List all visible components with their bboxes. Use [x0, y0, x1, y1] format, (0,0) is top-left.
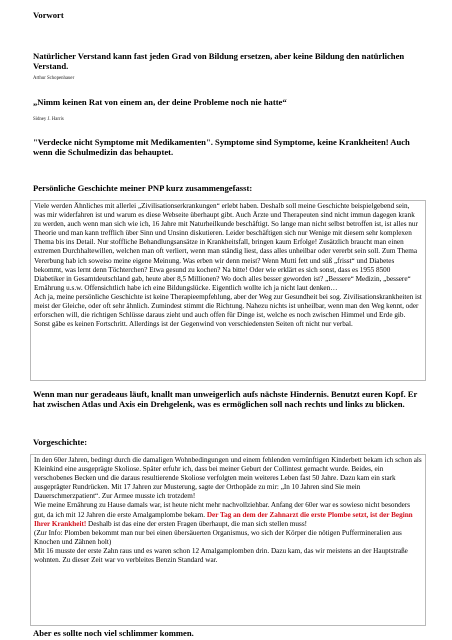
vorgeschichte-text-2a: Wie meine Ernährung zu Hause damals war, ist heute nicht mehr nachvollziehbar. Anfang der 60er war es sowieso nicht besonders gut, da ich mit 12 Jahren die erste Amalgamplombe bekam.	[34, 501, 411, 519]
vorgeschichte-paragraph-4: Mit 16 musste der erste Zahn raus und es waren schon 12 Amalgamplomben drin. Dazu kam, das wir meistens an der Hauptstraße wohnten. Zu dieser Zeit war vo verbleites Benzin Standard war.	[34, 546, 408, 565]
vorgeschichte-paragraph-2	[34, 501, 422, 528]
warning-text: Wenn man nur geradeaus läuft, knallt man unweigerlich aufs nächste Hindernis. Benutzt euren Kopf. Er hat zwischen Atlas und Axis ein Drehgelenk, was es ermöglichen soll nach rechts und links zu blicken.	[33, 389, 418, 410]
statement-symptome: "Verdecke nicht Symptome mit Medikamenten". Symptome sind Symptome, keine Krankheiten! Auch wenn die Schulmedizin das behauptet.	[33, 137, 410, 158]
closing-line: Aber es sollte noch viel schlimmer kommen.	[33, 628, 194, 638]
vorgeschichte-paragraph-3: (Zur Info: Plomben bekommt man nur bei einen übersäuerten Organismus, wo sich der Körper die nötigen Puffermineralien aus Knochen und Zähnen holt)	[34, 528, 402, 546]
story-paragraph-1: Viele werden Ähnliches mit allerlei „Zivilisationserkrankungen“ erlebt haben. Deshalb soll meine Geschichte beispielgebend sein, was mir widerfahren ist und warum es diese Webseite überhaupt gibt. Auch Ärzte und Therapeuten sind nicht immun dagegen krank zu werden, auch wenn man sich wie ich, 16 Jahre mit Naturheilkunde beschäftigt. So lange man nicht selbst betroffen ist, ist alles nur Theorie und man kann trefflich über Sinn und Unsinn diskutieren. Leider beschäftigen sich nur Wenige mit diesem sehr komplexen Thema bis ins Detail. Nur stoffliche Behandlungsansätze in Krankheitsfall, bringen kaum Erfolge! Zusätzlich braucht man einen extremen Durchhaltewillen, welchen man oft verliert, wenn man ständig liest, dass alles unheilbar oder vererbt sein soll. Zum Thema Vererbung hab ich soweiso meine eigene Meinung. Was erben wir denn meist? Wenn Mutti fett und süß „frisst“ und Diabetes bekommt, was lernt denn Töchterchen? Etwa gesund zu kochen? Na bitte! Oder wie erklärt es sich sonst, dass es 1955 8500 Diabetiker in Gesamtdeutschland gab, heute aber 8,5 Millionen? Wo doch alles besser geworden ist? „Bessere“ Medizin, „bessere“ Ernährung u.s.w. Offensichtlich habe ich eine Bildungslücke. Eigentlich wollte ich ja nicht laut denken…	[34, 202, 418, 292]
story-box	[30, 200, 426, 381]
vorgeschichte-paragraph-1: In den 60er Jahren, bedingt durch die damaligen Wohnbedingungen und einem fehlenden vernünftigen Kinderbett bekam ich schon als Kleinkind eine ausgeprägte Skoliose. Später erfuhr ich, dass bei meiner Geburt der Collintest gemacht wurde. Beides, ein verschobenes Becken und die daraus resultierende Skoliose verfolgten mein weiteres Leben fast 50 Jahre. Dazu kam ein stark ausgeprägter Rundrücken. Mit 17 Jahren zur Musterung, sagte der Orthopäde zu mir: „In 10 Jahren sind Sie mein Dauerschmerzpatient“. Zur Armee musste ich trotzdem!	[34, 456, 422, 501]
quote-author-harris: Sidney J. Harris	[33, 117, 64, 122]
heading-story: Persönliche Geschichte meiner PNP kurz zusammengefasst:	[33, 183, 253, 193]
quote-author-schopenhauer: Arthur Schopenhauer	[33, 76, 75, 81]
vorgeschichte-box	[30, 454, 426, 626]
quote-harris: „Nimm keinen Rat von einem an, der deine Probleme noch nie hatte“	[33, 97, 287, 107]
vorgeschichte-highlight: Der Tag an dem der Zahnarzt die erste Plombe setzt, ist der Beginn Ihrer Krankheit!	[34, 510, 413, 528]
story-paragraph-2: Ach ja, meine persönliche Geschichte ist keine Therapieempfehlung, aber der Weg zur Gesundheit bei sog. Zivilisationskrankheiten ist meist der Gleiche, oder oft sehr ähnlich. Zumindest stimmt die Richtung. Nahezu nichts ist unheilbar, wenn man den Weg kennt, oder erforschen will, die richtigen Schlüsse daraus zieht und auch offen für Dinge ist, welche es noch zwischen Himmel und Erde gib. Sonst gäbe es keinen Fortschritt. Allerdings ist der Gegenwind von verschiedensten Seiten oft nicht nur verbal.	[34, 292, 422, 329]
vorgeschichte-text-2b: Deshalb ist das eine der ersten Fragen überhaupt, die man sich stellen muss!	[86, 519, 308, 528]
heading-vorwort: Vorwort	[33, 10, 64, 20]
heading-vorgeschichte: Vorgeschichte:	[33, 437, 88, 447]
quote-schopenhauer: Natürlicher Verstand kann fast jeden Grad von Bildung ersetzen, aber keine Bildung den natürlichen Verstand.	[33, 51, 405, 72]
